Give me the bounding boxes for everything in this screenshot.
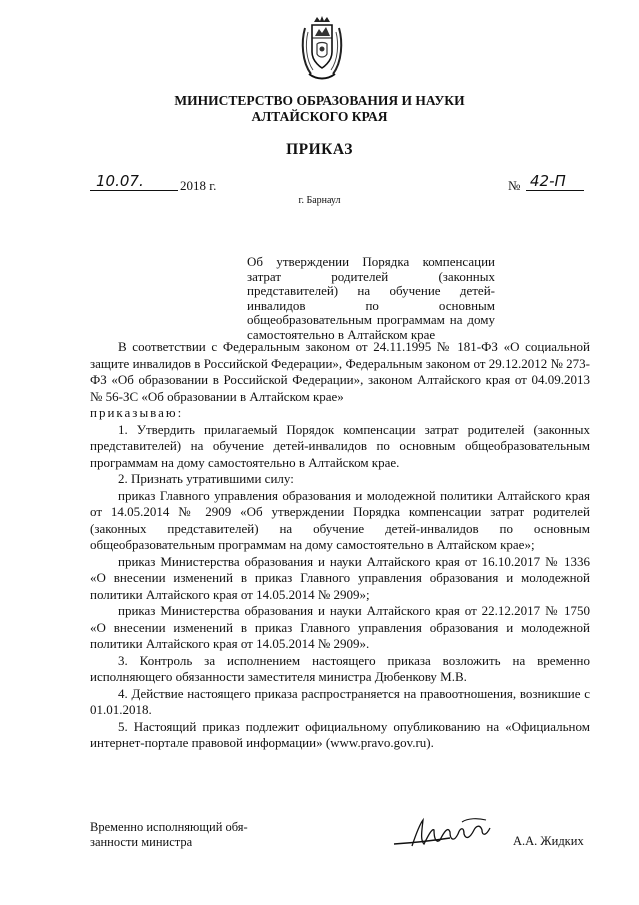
ministry-name [0, 93, 639, 125]
date-year: 2018 г. [180, 178, 217, 193]
body-paragraph: приказ Министерства образования и науки Алтайского края от 22.12.2017 № 1750 «О внесении изменений в приказ Главного управления образования и молодежной политики Алтайского края от 14.05.2014 № 2909». [90, 603, 590, 651]
body-paragraph: 4. Действие настоящего приказа распространяется на правоотношения, возникшие с 01.01.2018. [90, 685, 590, 717]
body-paragraph: приказ Министерства образования и науки Алтайского края от 16.10.2017 № 1336 «О внесении изменений в приказ Главного управления образования и молодежной политики Алтайского края от 14.05.2014 № 2909»; [90, 553, 590, 602]
coat-of-arms-emblem [299, 14, 345, 82]
body-paragraph: 5. Настоящий приказ подлежит официальному опубликованию на «Официальном интернет-портале правовой информации» (www.pravo.gov.ru). [90, 718, 590, 750]
preamble-paragraph: В соответствии с Федеральным законом от 24.11.1995 № 181-ФЗ «О социальной защите инвалидов в Российской Федерации», Федеральным законом от 29.12.2012 № 273-ФЗ «Об образовании в Российской Федерации», законом Алтайского края от 04.09.2013 № 56-ЗС «Об образовании в Алтайском крае» [90, 339, 590, 404]
handwritten-signature [390, 810, 500, 860]
date-underline [90, 190, 178, 191]
city-label: г. Барнаул [298, 195, 341, 206]
number-sign: № [508, 178, 521, 193]
decree-word: приказываю: [90, 405, 184, 420]
order-subject: Об утверждении Порядка компенсации затрат родителей (законных представителей) на обучение детей-инвалидов по основным общеобразовательным программам на дому самостоятельно в Алтайском крае [247, 254, 495, 342]
ministry-name-line1: МИНИСТЕРСТВО ОБРАЗОВАНИЯ И НАУКИ [174, 93, 465, 108]
signatory-position-line1: Временно исполняющий обя- [90, 820, 248, 834]
body-paragraph: приказ Главного управления образования и молодежной политики Алтайского края от 14.05.2014 № 2909 «Об утверждении Порядка компенсации затрат родителей (законных представителей) на обучение детей-инвалидов по основным общеобразовательным программам на дому самостоятельно в Алтайском крае»; [90, 487, 590, 552]
signatory-position-line2: занности министра [90, 835, 193, 849]
order-body [90, 339, 590, 752]
body-paragraph: 3. Контроль за исполнением настоящего приказа возложить на временно исполняющего обязанности заместителя министра Дюбенкову М.В. [90, 652, 590, 684]
handwritten-date: 10.07. [96, 172, 144, 190]
order-date [90, 172, 270, 194]
handwritten-number: 42-П [530, 172, 566, 190]
body-paragraph: 1. Утвердить прилагаемый Порядок компенсации затрат родителей (законных представителей) на обучение детей-инвалидов по основным общеобразовательным программам на дому самостоятельно в Алтайском крае. [90, 421, 590, 470]
document-type-title: ПРИКАЗ [286, 141, 353, 158]
signatory-name: А.А. Жидких [513, 834, 584, 848]
signatory-position [90, 820, 310, 850]
order-number [508, 172, 588, 194]
number-underline [526, 190, 584, 191]
body-paragraph: 2. Признать утратившими силу: [118, 471, 294, 486]
ministry-name-line2: АЛТАЙСКОГО КРАЯ [251, 109, 388, 124]
